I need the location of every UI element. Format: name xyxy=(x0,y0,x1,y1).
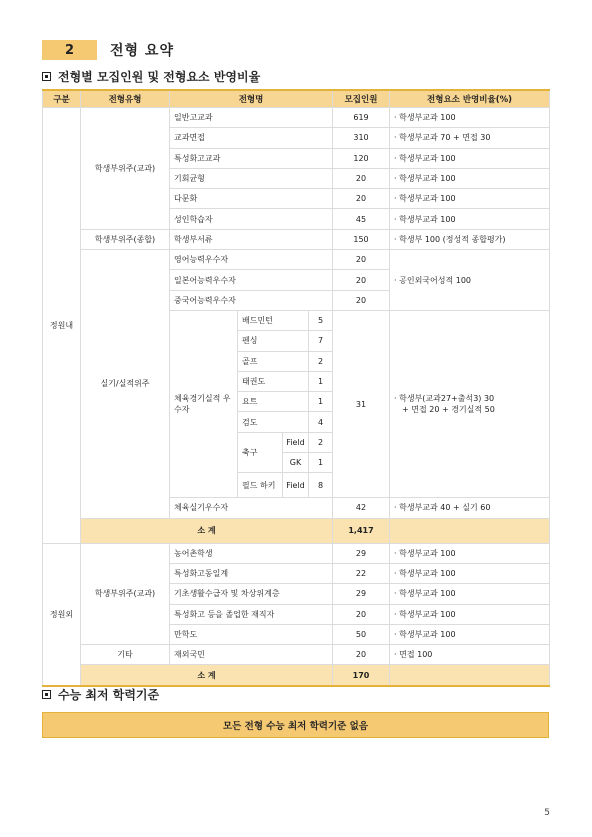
type-silgi: 실기/실적위주 xyxy=(81,250,170,519)
admission-count: 42 xyxy=(333,498,390,518)
table-row xyxy=(43,543,550,563)
admission-count: 150 xyxy=(333,229,390,249)
admission-count: 20 xyxy=(333,290,390,310)
sport-name: 요트 xyxy=(238,392,309,412)
csat-note-bar xyxy=(42,712,549,738)
admission-name: 체육경기실적 우수자 xyxy=(170,310,238,497)
type-gyogwa: 학생부위주(교과) xyxy=(81,108,170,230)
sport-name: 축구 xyxy=(238,432,283,473)
admission-name: 재외국민 xyxy=(170,645,333,665)
admission-count: 29 xyxy=(333,584,390,604)
admission-name: 만학도 xyxy=(170,624,333,644)
admission-ratio: · 학생부교과 100 xyxy=(390,604,550,624)
sport-count: 1 xyxy=(309,392,333,412)
admission-count: 22 xyxy=(333,563,390,583)
type-jonghap: 학생부위주(종합) xyxy=(81,229,170,249)
admission-ratio xyxy=(390,310,550,497)
sport-name: 배드민턴 xyxy=(238,310,309,330)
section-number: 2 xyxy=(42,40,97,60)
subtitle-csat-text: 수능 최저 학력기준 xyxy=(58,688,160,702)
admission-name: 중국어능력우수자 xyxy=(170,290,333,310)
csat-note-text: 모든 전형 수능 최저 학력기준 없음 xyxy=(222,721,368,732)
subtotal-empty xyxy=(390,518,550,543)
square-bullet-icon xyxy=(42,72,51,81)
subtotal-label: 소 계 xyxy=(81,665,333,686)
admission-ratio: · 학생부 100 (정성적 종합평가) xyxy=(390,229,550,249)
sport-count: 8 xyxy=(309,473,333,498)
admission-count: 29 xyxy=(333,543,390,563)
table-row xyxy=(43,645,550,665)
position-name: GK xyxy=(283,453,309,473)
admission-count: 20 xyxy=(333,645,390,665)
admission-ratio: · 면접 100 xyxy=(390,645,550,665)
admission-name: 특성화고동일계 xyxy=(170,563,333,583)
category-in: 정원내 xyxy=(43,108,81,544)
subtotal-value: 1,417 xyxy=(333,518,390,543)
admission-name: 영어능력우수자 xyxy=(170,250,333,270)
admission-count: 20 xyxy=(333,189,390,209)
admission-table xyxy=(42,89,550,687)
admission-ratio: · 학생부교과 100 xyxy=(390,624,550,644)
subtitle-csat xyxy=(42,686,159,703)
admission-count: 120 xyxy=(333,148,390,168)
position-name: Field xyxy=(283,432,309,452)
sport-name: 골프 xyxy=(238,351,309,371)
section-header xyxy=(42,40,174,60)
admission-ratio: · 학생부교과 100 xyxy=(390,584,550,604)
table-row xyxy=(43,229,550,249)
header-category: 구분 xyxy=(43,90,81,108)
admission-name: 특성화고교과 xyxy=(170,148,333,168)
subtitle-quota-text: 전형별 모집인원 및 전형요소 반영비율 xyxy=(58,70,261,84)
admission-name: 일본어능력우수자 xyxy=(170,270,333,290)
admission-name: 특성화고 등을 졸업한 재직자 xyxy=(170,604,333,624)
sport-count: 2 xyxy=(309,432,333,452)
admission-name: 다문화 xyxy=(170,189,333,209)
admission-count: 50 xyxy=(333,624,390,644)
header-name: 전형명 xyxy=(170,90,333,108)
square-bullet-icon xyxy=(42,690,51,699)
admission-name: 체육실기우수자 xyxy=(170,498,333,518)
sport-count: 2 xyxy=(309,351,333,371)
admission-count: 20 xyxy=(333,168,390,188)
admission-ratio: · 학생부교과 100 xyxy=(390,148,550,168)
admission-count: 310 xyxy=(333,128,390,148)
subtotal-value: 170 xyxy=(333,665,390,686)
subtotal-row xyxy=(43,518,550,543)
admission-count: 45 xyxy=(333,209,390,229)
sports-ratio-line2: + 면접 20 + 경기실적 50 xyxy=(402,405,495,415)
admission-count: 31 xyxy=(333,310,390,497)
type-etc: 기타 xyxy=(81,645,170,665)
admission-count: 619 xyxy=(333,108,390,128)
subtotal-row xyxy=(43,665,550,686)
page-number: 5 xyxy=(544,808,550,818)
admission-name: 교과면접 xyxy=(170,128,333,148)
sport-name: 필드 하키 xyxy=(238,473,283,498)
admission-count: 20 xyxy=(333,250,390,270)
admission-ratio: · 학생부교과 100 xyxy=(390,563,550,583)
sport-name: 검도 xyxy=(238,412,309,432)
table-row xyxy=(43,108,550,128)
table-row xyxy=(43,250,550,270)
section-title: 전형 요약 xyxy=(110,43,174,59)
admission-name: 성인학습자 xyxy=(170,209,333,229)
header-count: 모집인원 xyxy=(333,90,390,108)
position-name: Field xyxy=(283,473,309,498)
type-out-gyogwa: 학생부위주(교과) xyxy=(81,543,170,644)
admission-count: 20 xyxy=(333,604,390,624)
admission-name: 기초생활수급자 및 차상위계층 xyxy=(170,584,333,604)
sport-count: 4 xyxy=(309,412,333,432)
subtotal-label: 소 계 xyxy=(81,518,333,543)
sport-count: 1 xyxy=(309,371,333,391)
sport-count: 1 xyxy=(309,453,333,473)
admission-count: 20 xyxy=(333,270,390,290)
admission-name: 기회균형 xyxy=(170,168,333,188)
admission-ratio: · 학생부교과 40 + 실기 60 xyxy=(390,498,550,518)
subtitle-quota xyxy=(42,68,260,85)
subtotal-empty xyxy=(390,665,550,686)
table-header-row xyxy=(43,90,550,108)
admission-ratio: · 학생부교과 100 xyxy=(390,189,550,209)
sport-count: 5 xyxy=(309,310,333,330)
header-ratio: 전형요소 반영비율(%) xyxy=(390,90,550,108)
admission-ratio: · 학생부교과 100 xyxy=(390,168,550,188)
admission-ratio: · 학생부교과 100 xyxy=(390,209,550,229)
admission-ratio: · 학생부교과 100 xyxy=(390,108,550,128)
admission-ratio: · 공인외국어성적 100 xyxy=(390,250,550,311)
sport-name: 태권도 xyxy=(238,371,309,391)
admission-name: 일반고교과 xyxy=(170,108,333,128)
admission-name: 학생부서류 xyxy=(170,229,333,249)
admission-ratio: · 학생부교과 70 + 면접 30 xyxy=(390,128,550,148)
sport-name: 펜싱 xyxy=(238,331,309,351)
sport-count: 7 xyxy=(309,331,333,351)
header-type: 전형유형 xyxy=(81,90,170,108)
sports-ratio-line1: · 학생부(교과27+출석3) 30 xyxy=(394,393,546,404)
admission-name: 농어촌학생 xyxy=(170,543,333,563)
category-out: 정원외 xyxy=(43,543,81,686)
admission-ratio: · 학생부교과 100 xyxy=(390,543,550,563)
